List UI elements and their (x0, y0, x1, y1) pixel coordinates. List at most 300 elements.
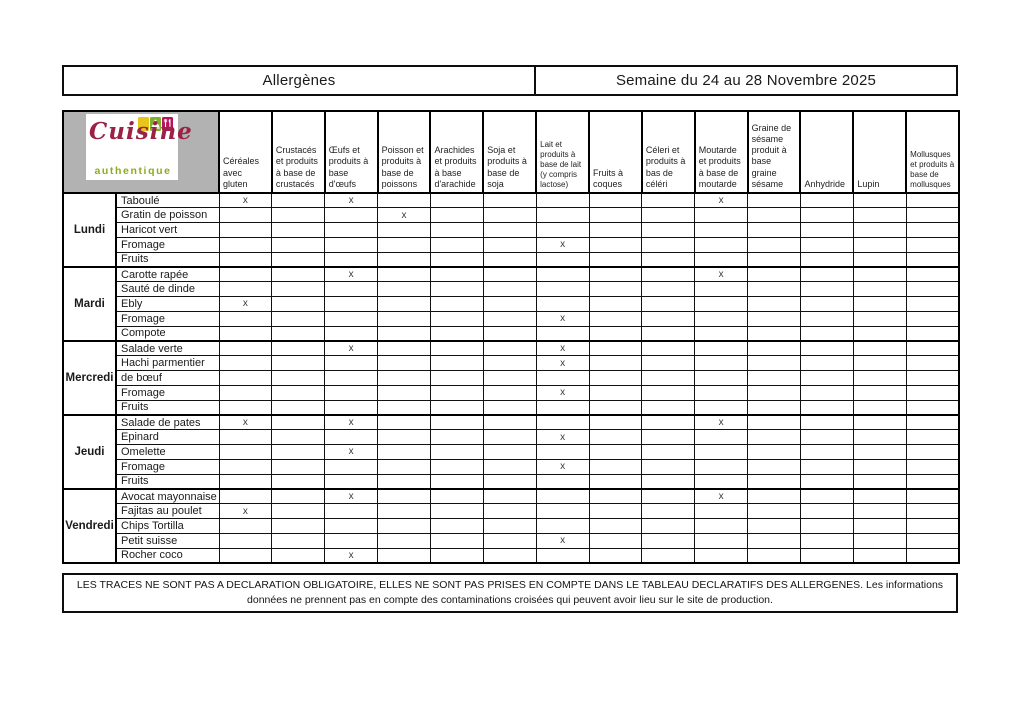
allergen-mark-cell (906, 193, 959, 208)
table-row (63, 208, 959, 223)
allergen-mark-cell (695, 445, 748, 460)
allergen-mark-cell (589, 193, 642, 208)
allergen-mark-cell (378, 430, 431, 445)
logo-subtitle-text: authentique (94, 164, 172, 177)
dish-name: Salade verte (116, 341, 219, 356)
allergen-mark-cell (642, 445, 695, 460)
allergen-mark-cell (325, 474, 378, 489)
dish-name: Gratin de poisson (116, 208, 219, 223)
allergen-mark-cell (589, 474, 642, 489)
allergen-mark-cell (430, 459, 483, 474)
allergen-mark-cell (695, 297, 748, 312)
allergen-mark-cell (589, 504, 642, 519)
allergen-mark-cell (906, 430, 959, 445)
allergen-mark-cell (589, 385, 642, 400)
allergen-mark-cell (695, 356, 748, 371)
allergen-mark-cell (378, 326, 431, 341)
allergen-mark-cell (589, 208, 642, 223)
allergen-mark-cell (378, 237, 431, 252)
allergen-mark-cell (853, 237, 906, 252)
allergen-mark-cell: x (325, 415, 378, 430)
allergen-mark-cell: x (219, 193, 272, 208)
dish-name: de bœuf (116, 371, 219, 386)
allergen-mark-cell (219, 356, 272, 371)
dish-name: Hachi parmentier (116, 356, 219, 371)
allergen-mark-cell (906, 533, 959, 548)
allergen-mark-cell (219, 430, 272, 445)
allergen-mark-cell (748, 208, 801, 223)
allergen-table-body (63, 193, 959, 563)
allergen-mark-cell (430, 237, 483, 252)
allergen-mark-cell (219, 548, 272, 563)
allergen-mark-cell: x (536, 237, 589, 252)
allergen-mark-cell (800, 415, 853, 430)
allergen-mark-cell (800, 223, 853, 238)
day-label: Vendredi (63, 489, 116, 563)
allergen-mark-cell (589, 267, 642, 282)
allergen-mark-cell (483, 519, 536, 534)
allergen-mark-cell (483, 267, 536, 282)
allergen-mark-cell (642, 430, 695, 445)
allergen-mark-cell (853, 326, 906, 341)
allergen-mark-cell (853, 504, 906, 519)
allergen-mark-cell (430, 341, 483, 356)
allergen-mark-cell (483, 430, 536, 445)
allergen-mark-cell (483, 548, 536, 563)
cuisine-authentique-logo (86, 114, 193, 180)
allergen-column-header: Céréales avec gluten (219, 111, 272, 193)
allergen-mark-cell (430, 282, 483, 297)
allergen-mark-cell (378, 371, 431, 386)
allergen-mark-cell (536, 504, 589, 519)
allergen-mark-cell (430, 311, 483, 326)
allergen-mark-cell (483, 415, 536, 430)
allergen-mark-cell: x (325, 267, 378, 282)
allergen-mark-cell (642, 223, 695, 238)
allergen-mark-cell (325, 459, 378, 474)
allergen-mark-cell (800, 474, 853, 489)
allergen-mark-cell (378, 533, 431, 548)
allergen-mark-cell (272, 459, 325, 474)
allergen-column-header: Lupin (853, 111, 906, 193)
allergen-mark-cell: x (536, 356, 589, 371)
table-row (63, 445, 959, 460)
allergen-mark-cell (483, 341, 536, 356)
allergen-mark-cell (483, 459, 536, 474)
allergen-mark-cell (589, 519, 642, 534)
allergen-mark-cell (642, 385, 695, 400)
allergen-mark-cell (272, 548, 325, 563)
allergen-mark-cell (536, 445, 589, 460)
day-label: Mercredi (63, 341, 116, 415)
allergen-mark-cell (483, 356, 536, 371)
allergen-mark-cell (483, 400, 536, 415)
allergen-mark-cell (800, 371, 853, 386)
allergen-mark-cell (642, 252, 695, 267)
allergen-mark-cell (695, 282, 748, 297)
allergen-mark-cell (589, 252, 642, 267)
allergen-mark-cell (272, 385, 325, 400)
allergen-mark-cell (853, 252, 906, 267)
allergen-mark-cell (378, 504, 431, 519)
dish-name: Salade de pates (116, 415, 219, 430)
allergen-mark-cell (853, 282, 906, 297)
allergen-mark-cell (483, 385, 536, 400)
allergen-mark-cell (906, 311, 959, 326)
allergen-mark-cell (430, 267, 483, 282)
allergen-mark-cell: x (695, 415, 748, 430)
allergen-mark-cell (906, 356, 959, 371)
allergen-mark-cell (800, 326, 853, 341)
allergen-mark-cell (748, 400, 801, 415)
allergen-mark-cell (906, 400, 959, 415)
allergen-mark-cell (589, 356, 642, 371)
allergen-mark-cell (378, 459, 431, 474)
allergen-mark-cell (430, 415, 483, 430)
allergen-column-header: Graine de sésame produit à base graine sésame (748, 111, 801, 193)
allergen-mark-cell: x (536, 533, 589, 548)
table-row (63, 282, 959, 297)
allergen-mark-cell (589, 326, 642, 341)
allergen-mark-cell (589, 297, 642, 312)
allergen-mark-cell (642, 282, 695, 297)
allergen-mark-cell (589, 430, 642, 445)
allergen-mark-cell (906, 445, 959, 460)
allergen-mark-cell (589, 341, 642, 356)
allergen-mark-cell (589, 415, 642, 430)
allergen-mark-cell (483, 311, 536, 326)
allergen-mark-cell (748, 282, 801, 297)
allergen-mark-cell (906, 237, 959, 252)
allergen-mark-cell: x (325, 548, 378, 563)
table-row (63, 237, 959, 252)
allergen-mark-cell (378, 519, 431, 534)
logo-script-text: Cuisine (89, 118, 193, 145)
allergen-mark-cell (272, 474, 325, 489)
allergen-mark-cell (272, 400, 325, 415)
allergen-mark-cell (800, 400, 853, 415)
allergen-mark-cell: x (536, 459, 589, 474)
table-row (63, 489, 959, 504)
allergen-mark-cell (536, 193, 589, 208)
allergen-mark-cell (695, 385, 748, 400)
allergen-mark-cell (219, 459, 272, 474)
allergen-mark-cell (642, 519, 695, 534)
allergen-mark-cell (642, 548, 695, 563)
allergen-mark-cell (536, 519, 589, 534)
table-row (63, 311, 959, 326)
allergen-mark-cell: x (695, 489, 748, 504)
allergen-column-header: Fruits à coques (589, 111, 642, 193)
allergen-column-header: Soja et produits à base de soja (483, 111, 536, 193)
allergen-mark-cell (695, 459, 748, 474)
table-row (63, 297, 959, 312)
allergen-mark-cell (748, 533, 801, 548)
allergen-mark-cell (430, 504, 483, 519)
table-row (63, 193, 959, 208)
dish-name: Haricot vert (116, 223, 219, 238)
allergen-mark-cell (589, 400, 642, 415)
allergen-mark-cell (695, 223, 748, 238)
logo-cell (63, 111, 219, 193)
allergen-mark-cell (219, 282, 272, 297)
table-row (63, 252, 959, 267)
allergen-mark-cell (483, 371, 536, 386)
allergen-mark-cell (325, 400, 378, 415)
allergen-mark-cell (800, 519, 853, 534)
dish-name: Fromage (116, 385, 219, 400)
allergen-mark-cell (378, 474, 431, 489)
allergen-mark-cell (272, 237, 325, 252)
allergen-mark-cell: x (695, 193, 748, 208)
allergen-mark-cell (378, 297, 431, 312)
allergen-mark-cell (272, 519, 325, 534)
title-week: Semaine du 24 au 28 Novembre 2025 (615, 72, 877, 89)
allergen-column-header: Œufs et produits à base d'œufs (325, 111, 378, 193)
allergen-mark-cell (483, 489, 536, 504)
allergen-mark-cell (906, 415, 959, 430)
allergen-mark-cell (378, 252, 431, 267)
allergen-mark-cell (853, 297, 906, 312)
allergen-mark-cell (853, 474, 906, 489)
allergen-mark-cell (272, 311, 325, 326)
dish-name: Chips Tortilla (116, 519, 219, 534)
allergen-mark-cell (378, 311, 431, 326)
allergen-mark-cell (642, 297, 695, 312)
allergen-mark-cell (430, 474, 483, 489)
allergen-mark-cell (906, 297, 959, 312)
table-row (63, 533, 959, 548)
allergen-mark-cell (800, 341, 853, 356)
allergen-mark-cell (800, 445, 853, 460)
allergen-mark-cell (536, 489, 589, 504)
allergen-mark-cell (853, 385, 906, 400)
allergen-mark-cell (800, 267, 853, 282)
allergen-mark-cell (589, 548, 642, 563)
allergen-mark-cell (695, 400, 748, 415)
allergen-mark-cell: x (536, 430, 589, 445)
allergen-mark-cell (800, 504, 853, 519)
allergen-mark-cell (325, 208, 378, 223)
allergen-mark-cell (219, 474, 272, 489)
allergen-mark-cell (853, 223, 906, 238)
allergen-mark-cell (906, 504, 959, 519)
dish-name: Sauté de dinde (116, 282, 219, 297)
allergen-mark-cell (483, 445, 536, 460)
allergen-mark-cell (272, 252, 325, 267)
allergen-mark-cell (219, 311, 272, 326)
allergen-mark-cell (536, 474, 589, 489)
allergen-mark-cell (536, 415, 589, 430)
allergen-mark-cell (325, 371, 378, 386)
allergen-mark-cell (642, 193, 695, 208)
allergen-mark-cell (748, 267, 801, 282)
allergen-mark-cell (589, 445, 642, 460)
allergen-mark-cell (642, 267, 695, 282)
table-row (63, 430, 959, 445)
allergen-mark-cell (748, 371, 801, 386)
allergen-mark-cell (483, 282, 536, 297)
allergen-mark-cell (695, 252, 748, 267)
allergen-mark-cell (906, 489, 959, 504)
allergen-mark-cell (430, 430, 483, 445)
allergen-mark-cell (589, 489, 642, 504)
allergen-mark-cell (219, 341, 272, 356)
allergen-mark-cell (483, 208, 536, 223)
allergen-mark-cell (325, 356, 378, 371)
allergen-mark-cell (325, 223, 378, 238)
allergen-mark-cell (536, 223, 589, 238)
table-row (63, 371, 959, 386)
allergen-mark-cell (430, 371, 483, 386)
allergen-mark-cell (695, 341, 748, 356)
allergen-mark-cell (906, 474, 959, 489)
allergen-mark-cell (219, 489, 272, 504)
allergen-mark-cell (325, 504, 378, 519)
allergen-mark-cell (800, 282, 853, 297)
table-row (63, 548, 959, 563)
allergen-mark-cell (748, 445, 801, 460)
allergen-mark-cell: x (536, 341, 589, 356)
allergen-mark-cell (430, 533, 483, 548)
allergen-mark-cell (378, 282, 431, 297)
allergen-mark-cell (695, 474, 748, 489)
allergen-mark-cell (906, 371, 959, 386)
allergen-column-header: Arachides et produits à base d'arachide (430, 111, 483, 193)
allergen-mark-cell (272, 371, 325, 386)
allergen-mark-cell (800, 297, 853, 312)
allergen-mark-cell (536, 208, 589, 223)
allergen-mark-cell (219, 223, 272, 238)
allergen-mark-cell (272, 489, 325, 504)
allergen-mark-cell (800, 252, 853, 267)
dish-name: Fruits (116, 400, 219, 415)
allergen-mark-cell (272, 208, 325, 223)
allergen-header-row (63, 111, 959, 193)
allergen-mark-cell (853, 208, 906, 223)
allergen-mark-cell (325, 282, 378, 297)
allergen-mark-cell: x (325, 341, 378, 356)
allergen-column-header: Céleri et produits à bas de céléri (642, 111, 695, 193)
dish-name: Fromage (116, 311, 219, 326)
allergen-mark-cell (272, 297, 325, 312)
allergen-mark-cell (695, 371, 748, 386)
allergen-mark-cell (219, 533, 272, 548)
allergen-mark-cell (853, 341, 906, 356)
allergen-column-header: Mollusques et produits à base de mollusques (906, 111, 959, 193)
allergen-mark-cell (642, 504, 695, 519)
allergen-mark-cell (325, 519, 378, 534)
dish-name: Omelette (116, 445, 219, 460)
allergen-mark-cell (483, 237, 536, 252)
allergen-mark-cell (906, 282, 959, 297)
allergen-mark-cell (748, 504, 801, 519)
allergen-mark-cell (695, 533, 748, 548)
allergen-mark-cell (800, 311, 853, 326)
allergen-mark-cell (853, 430, 906, 445)
allergen-mark-cell (748, 252, 801, 267)
allergen-mark-cell (906, 326, 959, 341)
allergen-mark-cell (695, 548, 748, 563)
allergen-mark-cell (483, 223, 536, 238)
allergen-mark-cell (853, 356, 906, 371)
allergen-mark-cell (748, 223, 801, 238)
allergen-mark-cell (748, 489, 801, 504)
allergen-mark-cell (483, 474, 536, 489)
table-row (63, 326, 959, 341)
allergen-mark-cell (642, 237, 695, 252)
allergen-column-header: Poisson et produits à base de poissons (378, 111, 431, 193)
allergen-table (62, 110, 960, 564)
allergen-mark-cell (272, 356, 325, 371)
day-label: Jeudi (63, 415, 116, 489)
allergen-mark-cell (853, 311, 906, 326)
allergen-mark-cell (800, 533, 853, 548)
allergen-mark-cell (695, 430, 748, 445)
allergen-mark-cell (748, 326, 801, 341)
allergen-mark-cell (430, 252, 483, 267)
allergen-mark-cell (219, 252, 272, 267)
allergen-mark-cell (378, 548, 431, 563)
allergen-mark-cell: x (219, 415, 272, 430)
allergen-mark-cell: x (219, 504, 272, 519)
dish-name: Ebly (116, 297, 219, 312)
allergen-mark-cell (800, 385, 853, 400)
allergen-mark-cell: x (219, 297, 272, 312)
allergen-column-header: Lait et produits à base de lait (y compris lactose) (536, 111, 589, 193)
allergen-mark-cell (642, 400, 695, 415)
allergen-column-header: Moutarde et produits à base de moutarde (695, 111, 748, 193)
allergen-mark-cell (695, 208, 748, 223)
allergen-mark-cell: x (536, 311, 589, 326)
allergen-mark-cell (642, 341, 695, 356)
allergen-mark-cell (378, 193, 431, 208)
allergen-mark-cell (325, 385, 378, 400)
allergen-mark-cell (272, 326, 325, 341)
table-row (63, 356, 959, 371)
allergen-mark-cell (906, 385, 959, 400)
allergen-mark-cell: x (536, 385, 589, 400)
day-label: Lundi (63, 193, 116, 267)
allergen-mark-cell (272, 282, 325, 297)
allergen-mark-cell (642, 415, 695, 430)
allergen-mark-cell (430, 356, 483, 371)
table-row (63, 459, 959, 474)
dish-name: Avocat mayonnaise (116, 489, 219, 504)
allergen-mark-cell (219, 371, 272, 386)
allergen-mark-cell: x (325, 489, 378, 504)
allergen-mark-cell (589, 459, 642, 474)
allergen-mark-cell (430, 208, 483, 223)
allergen-mark-cell (800, 489, 853, 504)
allergen-mark-cell (853, 193, 906, 208)
dish-name: Fromage (116, 237, 219, 252)
allergen-mark-cell (695, 519, 748, 534)
table-row (63, 400, 959, 415)
allergen-mark-cell (642, 533, 695, 548)
allergen-mark-cell (219, 326, 272, 341)
allergen-mark-cell (695, 504, 748, 519)
allergen-mark-cell (589, 533, 642, 548)
table-row (63, 223, 959, 238)
allergen-mark-cell (325, 326, 378, 341)
allergen-mark-cell (695, 311, 748, 326)
allergen-mark-cell (536, 297, 589, 312)
allergen-mark-cell (853, 548, 906, 563)
dish-name: Compote (116, 326, 219, 341)
allergen-mark-cell (378, 415, 431, 430)
allergen-mark-cell (378, 341, 431, 356)
